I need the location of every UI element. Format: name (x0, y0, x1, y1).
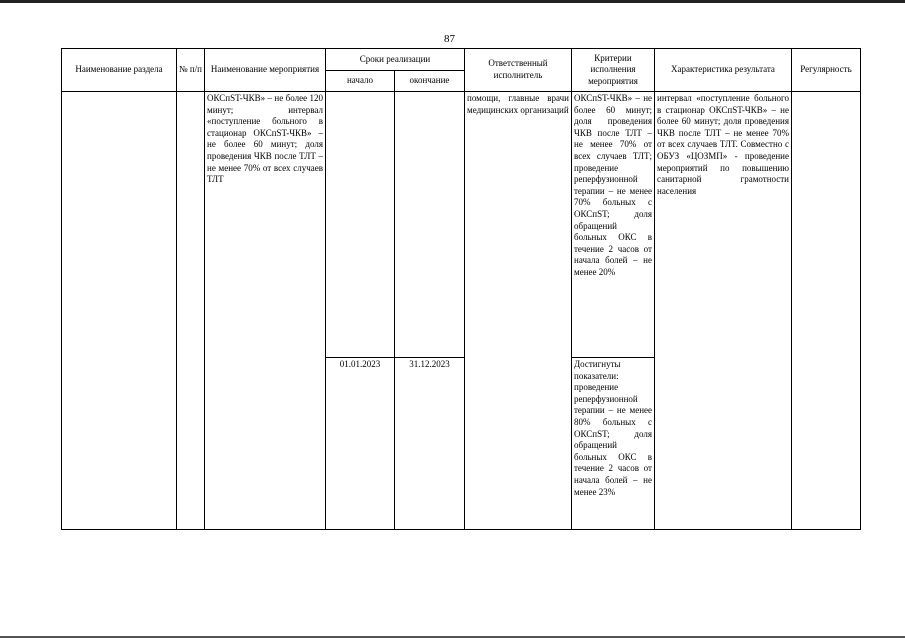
top-border-line (0, 0, 905, 3)
cell-criteria: ОКСпST-ЧКВ» – не более 60 минут; доля проведения ЧКВ после ТЛТ – не менее 70% от всех случаев ТЛТ; проведение реперфузионной терапии – не менее 70% больных с ОКСпST; доля обращений больных ОКС в течение 2 часов от начала болей – не менее 20% (572, 92, 655, 358)
header-number: № п/п (177, 49, 205, 92)
cell-criteria: Достигнуты показатели: проведение реперфузионной терапии – не менее 80% больных с ОКСпST; доля обращений больных ОКС в течение 2 часов от начала болей – не менее 23% (572, 358, 655, 530)
header-end: окончание (395, 71, 465, 92)
header-criteria: Критерии исполнения мероприятия (572, 49, 655, 92)
bottom-border-line (0, 636, 905, 638)
page-number: 87 (444, 33, 455, 45)
header-event: Наименование мероприятия (205, 49, 326, 92)
cell-number (177, 92, 205, 530)
cell-end: 31.12.2023 (395, 358, 465, 530)
cell-start (326, 92, 395, 358)
header-regularity: Регулярность (792, 49, 861, 92)
cell-regularity (792, 92, 861, 530)
header-responsible: Ответственный исполнитель (465, 49, 572, 92)
cell-event: ОКСпST-ЧКВ» – не более 120 минут; интервал «поступление больного в стационар ОКСпST-ЧКВ» – не более 60 минут; доля проведения ЧКВ после ТЛТ – не менее 70% от всех случаев ТЛТ (205, 92, 326, 530)
table-row (62, 92, 861, 358)
cell-section (62, 92, 177, 530)
header-dates: Сроки реализации (326, 49, 465, 71)
header-start: начало (326, 71, 395, 92)
cell-start: 01.01.2023 (326, 358, 395, 530)
cell-end (395, 92, 465, 358)
cell-result: интервал «поступление больного в стационар ОКСпST-ЧКВ» – не более 60 минут; доля проведения ЧКВ после ТЛТ – не менее 70% от всех случаев ТЛТ. Совместно с ОБУЗ «ЦОЗМП» - проведение мероприятий по повышению санитарной грамотности населения (655, 92, 792, 530)
header-section: Наименование раздела (62, 49, 177, 92)
cell-responsible: помощи, главные врачи медицинских организаций (465, 92, 572, 530)
header-result: Характеристика результата (655, 49, 792, 92)
plan-table (61, 48, 861, 530)
